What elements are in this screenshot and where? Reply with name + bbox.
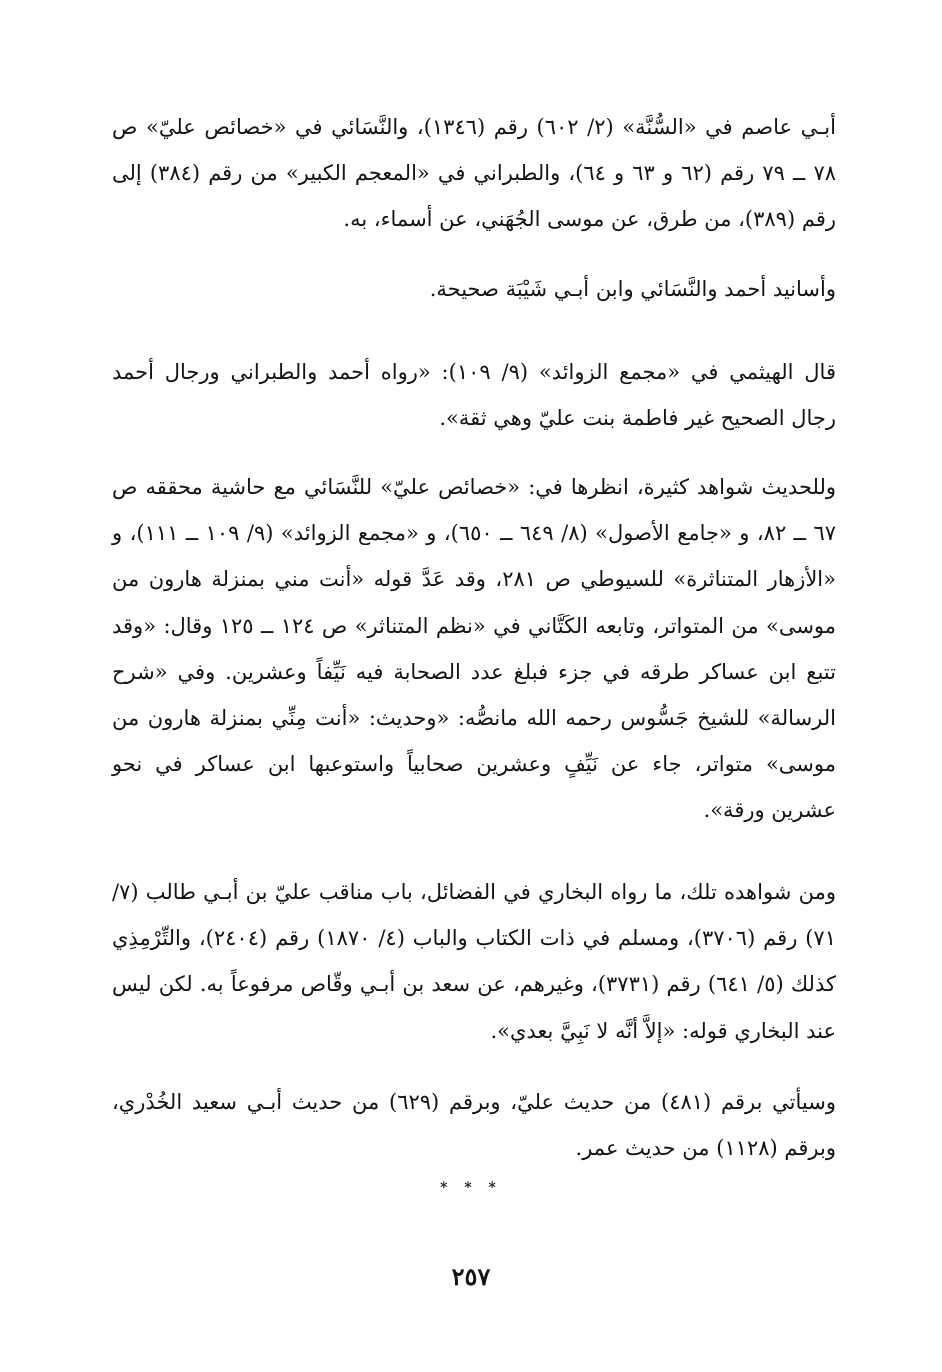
paragraph-bukhari-muslim: ومن شواهده تلك، ما رواه البخاري في الفضائل، باب مناقب عليّ بن أبـي طالب (٧/ ٧١) رقم (٣٧٠٦)، ومسلم في ذات الكتاب والباب (٤/ ١٨٧٠) رقم (٢٤٠٤)، والتِّرْمِذِي كذلك (٥/ ٦٤١) رقم (٣٧٣١)، وغيرهم، عن سعد بن أبـي وقّاص مرفوعاً به. لكن ليس عند البخاري قوله: «إلاَّ أنَّه لا نَبِيَّ بعدي».: [112, 880, 836, 1043]
paragraph-supporting-narrations: وللحديث شواهد كثيرة، انظرها في: «خصائص عليّ» للنَّسَائي مع حاشية محققه ص ٦٧ ــ ٨٢، و «جامع الأصول» (٨/ ٦٤٩ ــ ٦٥٠)، و «مجمع الزوائد» (٩/ ١٠٩ ــ ١١١)، و «الأزهار المتناثرة» للسيوطي ص ٢٨١، وقد عَدَّ قوله «أنت مني بمنزلة هارون من موسى» من المتواتر، وتابعه الكَتَّاني في «نظم المتناثر» ص ١٢٤ ــ ١٢٥ وقال: «وقد تتبع ابن عساكر طرقه في جزء فبلغ عدد الصحابة فيه نَيِّفاً وعشرين. وفي «شرح الرسالة» للشيخ جَسُّوس رحمه الله مانصُّه: «وحديث: «أنت مِنِّي بمنزلة هارون من موسى» متواتر، جاء عن نَيِّفٍ وعشرين صحابياً واستوعبها ابن عساكر في نحو عشرين ورقة».: [112, 475, 837, 823]
paragraph-cross-references: وسيأتي برقم (٤٨١) من حديث عليّ، وبرقم (٦٢٩) من حديث أبـي سعيد الخُدْري، وبرقم (١١٢٨) من حديث عمر.: [112, 1090, 836, 1161]
page-number: ٢٥٧: [451, 1262, 491, 1291]
paragraph-references-asma: أبـي عاصم في «السُّنَّة» (٢/ ٦٠٢) رقم (١٣٤٦)، والنَّسَائي في «خصائص عليّ» ص ٧٨ ــ ٧٩ رقم (٦٢ و ٦٣ و ٦٤)، والطبراني في «المعجم الكبير» من رقم (٣٨٤) إلى رقم (٣٨٩)، من طرق، عن موسى الجُهَني، عن أسماء، به.: [112, 115, 837, 232]
paragraph-haythami-quote: قال الهيثمي في «مجمع الزوائد» (٩/ ١٠٩): «رواه أحمد والطبراني ورجال أحمد رجال الصحيح غير فاطمة بنت عليّ وهي ثقة».: [112, 360, 836, 431]
section-separator: * * *: [440, 1180, 502, 1196]
paragraph-isnad-grading: وأسانيد أحمد والنَّسَائي وابن أبـي شَيْبَة صحيحة.: [429, 277, 836, 301]
